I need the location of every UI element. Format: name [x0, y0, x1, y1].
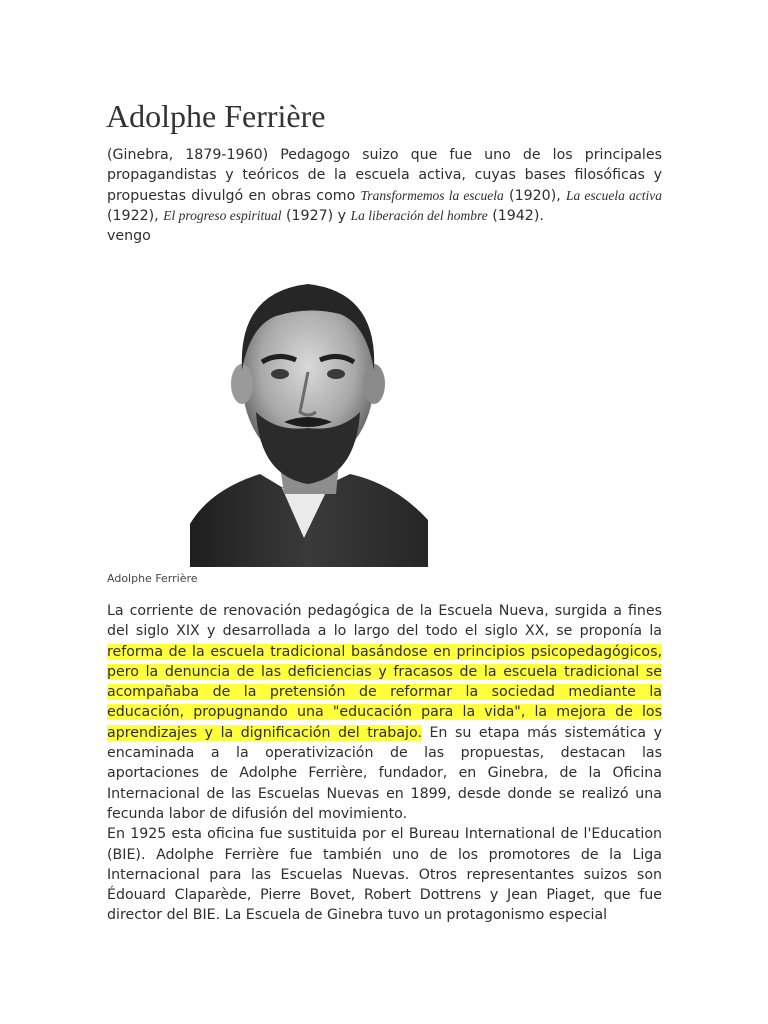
work-year: (1942). — [487, 207, 544, 224]
intro-lead: (Ginebra, 1879-1960) Pedagogo suizo que fue uno de los principales propagandistas y teóricos de la escuela activa, cuyas bases filosóficas y propuestas divulgó en obras como — [107, 147, 662, 204]
work-title: El progreso espiritual — [163, 207, 282, 223]
body-paragraph — [107, 601, 662, 824]
work-year: (1927) y — [281, 207, 351, 224]
article-body — [107, 601, 662, 926]
work-year: (1922), — [107, 207, 164, 224]
work-year: (1920), — [503, 187, 567, 204]
work-title: Transformemos la escuela — [360, 187, 504, 203]
intro-trailing-text: vengo — [107, 228, 151, 245]
work-title: La liberación del hombre — [350, 207, 488, 223]
paragraph-text: La corriente de renovación pedagógica de la Escuela Nueva, surgida a fines del siglo XIX y desarrollada a lo largo del todo el siglo XX, se proponía la — [107, 603, 662, 640]
highlighted-text: reforma de la escuela tradicional basándose en principios psicopedagógicos, pero la denuncia de las deficiencias y fracasos de la escuela tradicional se acompañaba de la pretensión de reformar la sociedad mediante la educación, propugnando una "educación para la vida", la mejora de los aprendizajes y la dignificación del trabajo. — [107, 643, 662, 741]
image-caption: Adolphe Ferrière — [107, 572, 198, 585]
paragraph-text: En su etapa más sistemática y encaminada a la operativización de las propuestas, destacan las aportaciones de Adolphe Ferrière, fundador, en Ginebra, de la Oficina Internacional de las Escuelas Nuevas en 1899, desde donde se realizó una fecunda labor de difusión del movimiento. — [107, 724, 662, 822]
body-paragraph: En 1925 esta oficina fue sustituida por el Bureau International de l'Education (BIE). Adolphe Ferrière fue también uno de los promotores de la Liga Internacional para las Escuelas Nuevas. Otros representantes suizos son Édouard Claparède, Pierre Bovet, Robert Dottrens y Jean Piaget, que fue director del BIE. La Escuela de Ginebra tuvo un protagonismo especial — [107, 826, 662, 924]
work-title: La escuela activa — [566, 187, 662, 203]
portrait-photo — [190, 262, 428, 567]
portrait-illustration — [190, 262, 428, 567]
intro-paragraph — [107, 145, 662, 246]
page-title: Adolphe Ferrière — [106, 98, 326, 134]
